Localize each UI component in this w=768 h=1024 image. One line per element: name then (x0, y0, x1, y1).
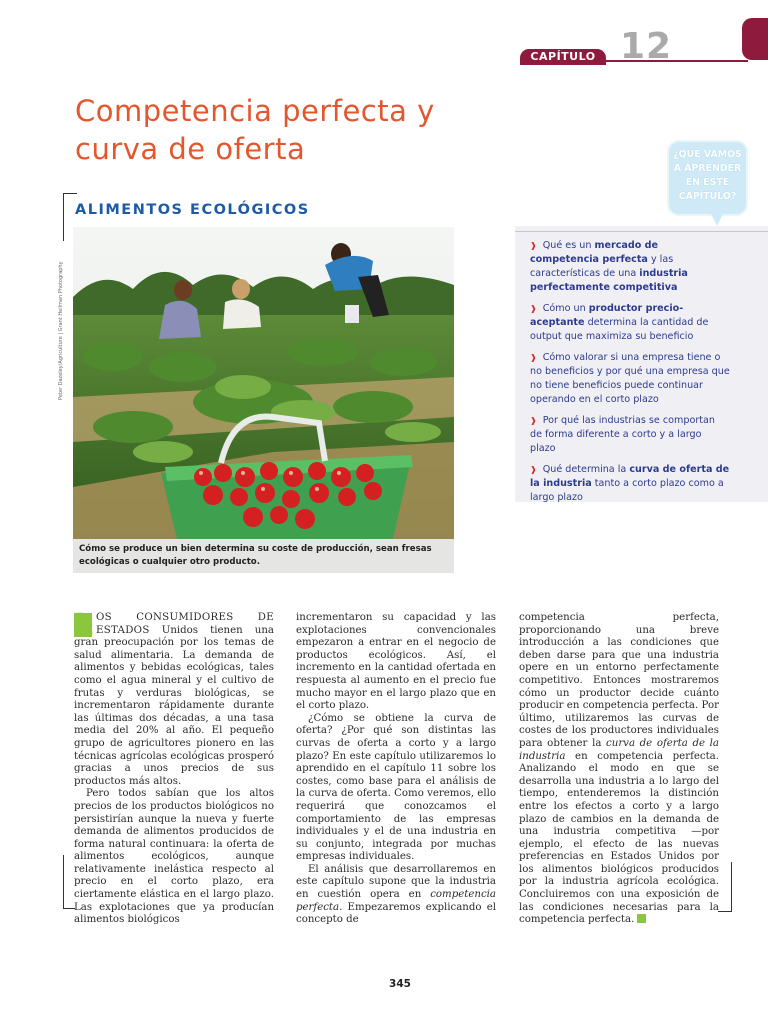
bubble-line-2: A APRENDER (673, 163, 742, 174)
bubble-line-3: EN ESTE (685, 177, 730, 188)
bullet-icon: ❱ (530, 353, 537, 362)
item-text: tanto a corto plazo como a largo plazo (530, 478, 724, 503)
learning-list (530, 239, 730, 512)
body-column-1 (74, 608, 274, 927)
bubble-line-1: ¿QUÉ VAMOS (673, 149, 742, 160)
list-item (530, 351, 730, 407)
list-item (530, 302, 730, 344)
learning-box-rule (515, 231, 768, 232)
end-mark-icon (637, 914, 646, 923)
chapter-number: 12 (620, 26, 673, 67)
section-heading: ALIMENTOS ECOLÓGICOS (75, 202, 310, 218)
bullet-icon: ❱ (530, 241, 537, 250)
paragraph-text: El análisis que desarrollaremos en este capítulo supone que la industria en cuestión opera en (296, 863, 496, 901)
bubble-line-4: CAPÍTULO? (678, 191, 737, 202)
page-number: 345 (389, 978, 411, 990)
paragraph (296, 864, 496, 927)
item-text: Qué determina la (542, 464, 630, 475)
photo-caption: Cómo se produce un bien determina su coste de producción, sean fresas ecológicas o cualquier otro producto. (73, 539, 454, 573)
dropcap-letter: L (74, 608, 94, 643)
list-item (530, 414, 730, 456)
item-text: y las características de una (530, 254, 674, 279)
item-text: Por qué las industrias se comportan de forma diferente a corto y a largo plazo (530, 415, 716, 454)
bullet-icon: ❱ (530, 304, 537, 313)
dropcap (74, 608, 94, 643)
title-line-1: Competencia perfecta y (75, 94, 435, 128)
paragraph: ¿Cómo se obtiene la curva de oferta? ¿Por qué son distintas las curvas de oferta a corto y a largo plazo? En este capítulo utilizaremos lo aprendido en el capítulo 11 sobre los costes, como base para el análisis de la curva de oferta. Como veremos, ello requerirá que conozcamos el comportamiento de las empresas individuales y el de una industria en su conjunto, integrada por muchas empresas individuales. (296, 712, 496, 863)
item-bold: curva de oferta de la industria (530, 464, 730, 489)
paragraph-text: . Empezaremos explicando el concepto de (296, 901, 496, 926)
paragraph: Pero todos sabían que los altos precios de los productos biológicos no persistirían aunque la nueva y fuerte demanda de alimentos producidos de forma natural continuara: la oferta de alimentos ecológicos, aunque relativamente inelástica respecto al precio en el corto plazo, era ciertamente elástica en el largo plazo. Las explotaciones que ya producían alimentos biológicos (74, 788, 274, 926)
emphasis: curva de oferta de la industria (519, 737, 719, 762)
chapter-label: CAPÍTULO (520, 49, 606, 65)
item-bold: productor precio-aceptante (530, 303, 684, 328)
bubble-tail (711, 214, 723, 226)
paragraph: incrementaron su capacidad y las explotaciones convencionales empezaron a entrar en el negocio de productos ecológicos. Así, el incremento en la cantidad ofertada en respuesta al aumento en el precio fue mucho mayor en el largo plazo que en el corto plazo. (296, 612, 496, 712)
item-bold: mercado de competencia perfecta (530, 240, 659, 265)
paragraph (74, 608, 274, 788)
chapter-tab (742, 18, 768, 60)
strawberry-photo (73, 227, 454, 539)
title-line-2: curva de oferta (75, 132, 306, 166)
photo-credit: Peter Dazeley/Agriculture | Grant Heilman Photography (58, 261, 64, 400)
list-item (530, 239, 730, 295)
bullet-icon: ❱ (530, 416, 537, 425)
item-text: Qué es un (542, 240, 595, 251)
item-bold: industria perfectamente competitiva (530, 268, 688, 293)
paragraph-text: competencia perfecta, proporcionando una breve introducción a las condiciones que deben darse para que una industria opere en un entorno perfectamente competitivo. Entonces mostraremos cómo un productor decide cuánto producir en competencia perfecta. Por último, utilizaremos las curvas de costes de los productores individuales para obtener la (519, 612, 719, 749)
paragraph-text: en competencia perfecta. Analizando el modo en que se desarrolla una industria a lo largo del tiempo, entenderemos la distinción entre los efectos a corto y a largo plazo de cambios en la demanda de una industria competitiva —por ejemplo, el efecto de las nuevas preferencias en Estados Unidos por los alimentos biológicos producidos por la industria agrícola ecológica. Concluiremos con una exposición de las condiciones necesarias para la competencia perfecta. (519, 750, 719, 926)
opening-smallcaps: OS CONSUMIDORES DE ESTADOS (96, 612, 274, 636)
learning-bubble (667, 140, 748, 216)
body-column-3 (519, 612, 719, 927)
paragraph-text: Unidos tienen una gran preocupación por los temas de salud alimentaria. La demanda de alimentos y bebidas ecológicas, tales como el agua mineral y el cultivo de frutas y verduras biológicas, se incrementaron rápidamente durante las últimas dos décadas, a una tasa media del 20% al año. El pequeño grupo de agricultores pionero en las técnicas agrícolas ecológicas prosperó gracias a unos precios de sus productos más altos. (74, 624, 274, 787)
bullet-icon: ❱ (530, 465, 537, 474)
paragraph (519, 612, 719, 927)
photo-illustration (73, 227, 454, 539)
item-text: Cómo valorar si una empresa tiene o no beneficios y por qué una empresa que no tiene beneficios puede continuar operando en el corto plazo (530, 352, 730, 405)
column-bracket-right (718, 862, 732, 912)
body-column-2 (296, 612, 496, 927)
emphasis: competencia perfecta (296, 889, 496, 913)
item-text: determina la cantidad de output que maximiza su beneficio (530, 317, 709, 342)
list-item (530, 463, 730, 505)
item-text: Cómo un (542, 303, 589, 314)
page-title (75, 92, 515, 168)
